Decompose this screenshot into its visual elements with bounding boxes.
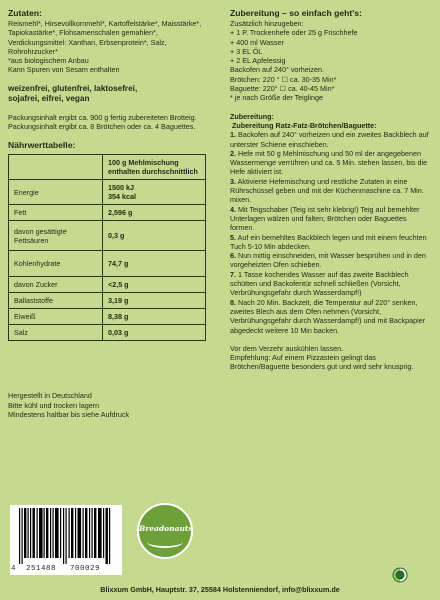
step-item — [230, 270, 430, 298]
prep-item: + 400 ml Wasser — [230, 37, 284, 47]
barcode — [10, 505, 122, 575]
package-content-text: Packungsinhalt ergibt ca. 900 g fertig zubereiteten Brotteig. Packungsinhalt ergibt ca. 8 Brötchen oder ca. 4 Baguettes. — [8, 112, 197, 132]
nutrition-empty-cell — [9, 155, 103, 180]
nutrition-heading: Nährwerttabelle: — [8, 140, 76, 151]
company-footer: Blixxum GmbH, Hauptstr. 37, 25584 Holstenniendorf, info@blixxum.de — [100, 585, 340, 594]
step-number: 4. — [230, 204, 236, 214]
step-item — [230, 298, 430, 335]
prep-item: + 2 EL Apfelessig — [230, 56, 286, 66]
step-text: Aktivierte Hefemischung und restliche Zutaten in eine Rührschüssel geben und mit der Küchenmaschine ca. 7 Min. mixen. — [230, 176, 424, 205]
step-item — [230, 251, 430, 270]
made-in-note: Hergestellt in Deutschland — [8, 391, 92, 401]
size-note: * je nach Größe der Teiglinge — [230, 93, 323, 103]
row-value: 0,03 g — [103, 325, 206, 341]
allergen-line-2: sojafrei, eifrei, vegan — [8, 93, 90, 103]
brand-logo-text: Breadonauts — [139, 524, 193, 533]
table-row — [9, 309, 206, 325]
step-text: Nach 20 Min. Backzeit, die Temperatur auf 220° senken, zweites Blech aus dem Ofen nehmen (Vorsicht, Verbrühungsgefahr durch Wasserdampf!) und mit Backpapier abgedeckt weitere 10 Min backen. — [230, 297, 426, 335]
row-value: <2,5 g — [103, 277, 206, 293]
ingredients-heading: Zutaten: — [8, 8, 42, 18]
left-column — [8, 8, 214, 419]
barcode-digits-left: 251488 — [26, 565, 57, 573]
step-number: 3. — [230, 176, 236, 186]
row-label: davon gesättigte Fettsäuren — [9, 221, 103, 251]
row-label: Salz — [9, 325, 103, 341]
row-label: Kohlenhydrate — [9, 251, 103, 277]
row-label: davon Zucker — [9, 277, 103, 293]
quick-heading: Zubereitung: — [230, 111, 274, 121]
nutrition-column-header: 100 g Mehlmischung enthalten durchschnittlich — [103, 155, 206, 180]
right-column — [230, 8, 430, 372]
preheat-note: Backofen auf 240° vorheizen. — [230, 65, 324, 75]
table-row — [9, 221, 206, 251]
step-number: 8. — [230, 297, 236, 307]
barcode-bars-icon — [16, 508, 116, 564]
table-row — [9, 180, 206, 205]
best-before-note: Mindestens haltbar bis siehe Aufdruck — [8, 409, 130, 419]
prep-item: + 3 EL ÖL — [230, 46, 263, 56]
table-row — [9, 251, 206, 277]
nutrition-table — [8, 154, 206, 341]
row-label: Fett — [9, 205, 103, 221]
cool-note: Vor dem Verzehr auskühlen lassen. — [230, 343, 344, 353]
logo-arc-icon — [147, 536, 183, 548]
nutrition-header-row — [9, 155, 206, 180]
recommendation: Empfehlung: Auf einem Pizzastein gelingt das Brötchen/Baguette besonders gut und wird sehr knusprig. — [230, 353, 414, 372]
green-dot-recycling-icon — [392, 567, 408, 583]
table-row — [9, 325, 206, 341]
row-value — [103, 180, 206, 205]
step-number: 5. — [230, 232, 236, 242]
quick-subheading: Zubereitung Ratz-Fatz-Brötchen/Baguette: — [232, 120, 377, 130]
step-item — [230, 233, 430, 252]
energy-kcal: 354 kcal — [108, 192, 136, 202]
row-value: 0,3 g — [103, 221, 206, 251]
row-value: 2,596 g — [103, 205, 206, 221]
prep-item: + 1 P. Trockenhefe oder 25 g Frischhefe — [230, 28, 358, 38]
prep-intro: Zusätzlich hinzugeben: — [230, 19, 304, 28]
barcode-digit-prefix: 4 — [11, 565, 17, 573]
row-label: Energie — [9, 180, 103, 205]
ingredients-text: Reismehl*, Hirsevollkornmehl*, Kartoffelstärke*, Maisstärke*, Tapiokastärke*, Flohsamenschalen gemahlen*, Verdickungsmittel: Xanthan, Erbsenprotein*, Salz, Rohrohrzucker* — [8, 19, 202, 56]
step-number: 7. — [230, 269, 236, 279]
step-text: Hefe mit 50 g Mehlmischung und 50 ml der angegebenen Wassermenge verrühren und ca. 5 Min. stehen lassen, bis die Hefe aktiviert ist. — [230, 148, 428, 177]
organic-note: *aus biologischem Anbau — [8, 56, 89, 66]
step-text: Backofen auf 240° vorheizen und ein zweites Backblech auf unterster Schiene einschieben. — [230, 130, 429, 149]
rolls-baking-time: Brötchen: 220 ° ☐ ca. 30-35 Min* — [230, 74, 337, 84]
row-label: Ballaststoffe — [9, 293, 103, 309]
row-value: 3,19 g — [103, 293, 206, 309]
baguette-baking-time: Baguette: 220° ☐ ca. 40-45 Min* — [230, 84, 335, 94]
barcode-digits-right: 700029 — [70, 565, 101, 573]
brand-logo — [137, 503, 193, 559]
step-item — [230, 177, 430, 205]
traces-note: Kann Spuren von Sesam enthalten — [8, 65, 120, 75]
table-row — [9, 293, 206, 309]
row-value: 74,7 g — [103, 251, 206, 277]
step-number: 2. — [230, 148, 236, 158]
row-value: 8,38 g — [103, 309, 206, 325]
step-text: Nun mittig einschneiden, mit Wasser besprühen und in den vorgeheizten Ofen schieben. — [230, 251, 426, 270]
storage-note: Bitte kühl und trocken lagern — [8, 400, 100, 410]
step-text: 1 Tasse kochendes Wasser auf das zweite Backblech schütten und Backofentür schnell schließen (Vorsicht, Verbrühungsgefahr durch Wasserdampf!) — [230, 269, 409, 298]
energy-kj: 1500 kJ — [108, 183, 134, 193]
table-row — [9, 205, 206, 221]
row-label: Eiweiß — [9, 309, 103, 325]
step-item — [230, 205, 430, 233]
step-item — [230, 130, 430, 149]
step-number: 1. — [230, 130, 236, 140]
step-text: Mit Teigschaber (Teig ist sehr klebrig!) Teig auf bemehlter Unterlagen wälzen und falten; Brötchen oder Baguettes formen. — [230, 204, 420, 233]
step-number: 6. — [230, 251, 236, 261]
table-row — [9, 277, 206, 293]
step-text: Auf ein bemehltes Backblech legen und mit einem feuchten Tuch 5-10 Min abdecken. — [230, 232, 427, 251]
prep-heading: Zubereitung – so einfach geht's: — [230, 8, 362, 18]
step-item — [230, 149, 430, 177]
allergen-line-1: weizenfrei, glutenfrei, laktosefrei, — [8, 83, 138, 93]
